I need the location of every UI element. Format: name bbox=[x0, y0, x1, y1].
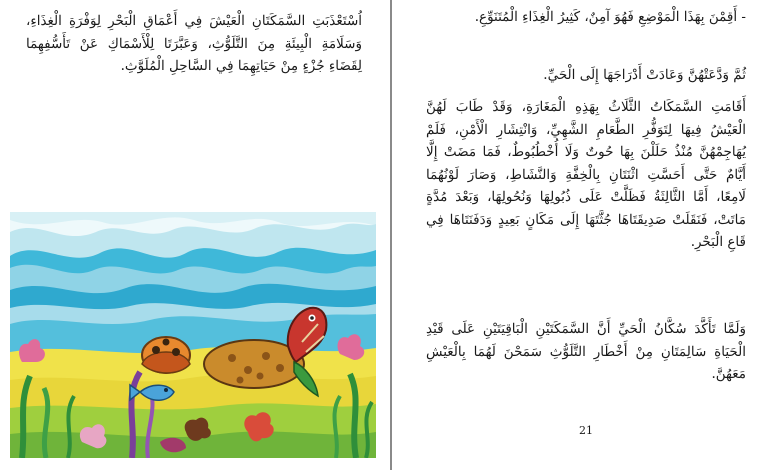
page-number: 21 bbox=[579, 424, 593, 437]
right-page bbox=[392, 0, 780, 470]
left-page-paragraph: اُسْتَعْذَبَتِ السَّمَكَتَانِ الْعَيْشَ فِي أَعْمَاقِ الْبَحْرِ لِوَفْرَةِ الْغِذَاءِ، وَسَلَامَةِ الْبِيئَةِ مِنَ التَّلَوُّثِ، وَعَبَّرَتَا لِلْأَسْمَاكِ عَنْ تَأَسُّفِهِمَا لِقَضَاءِ جُزْءٍ مِنْ حَيَاتِهِمَا فِي السَّاحِلِ الْمُلَوَّثِ. bbox=[26, 13, 362, 74]
right-paragraph-2: ثُمَّ وَدَّعَتْهُنَّ وَعَادَتْ أَدْرَاجَهَا إِلَى الْحَيِّ. bbox=[543, 67, 746, 83]
right-paragraph-3: أَقَامَتِ السَّمَكَاتُ الثَّلَاثُ بِهَذِهِ الْمَغَارَةِ، وَقَدْ طَابَ لَهُنَّ الْعَيْشُ فِيهَا لِتَوَفُّرِ الطَّعَامِ الشَّهِيِّ، وَانْتِشَارِ الْأَمْنِ، فَلَمْ يُهَاجِمْهُنَّ مُنْذُ حَلَلْنَ بِهَا حُوتٌ وَلَا أُخْطُبُوطٌ، فَمَا مَضَتْ إِلَّا أَيَّامٌ حَتَّى أَحَسَّتِ اثْنَتَانِ بِالْخِفَّةِ وَالنَّشَاطِ، وَصَارَ لَوْنُهُمَا لَامِعًا، أَمَّا الثَّالِثَةُ فَظَلَّتْ عَلَى ذُبُولِهَا وَنُحُولِهَا، وَبَعْدَ مُدَّةٍ مَاتَتْ، فَنَقَلَتْ صَدِيقَتَاهَا جُثَّتَهَا إِلَى مَكَانٍ بَعِيدٍ وَدَفَنَتَاهَا فِي قَاعِ الْبَحْرِ. bbox=[426, 99, 746, 250]
right-paragraph-4: وَلَمَّا تَأَكَّدَ سُكَّانُ الْحَيِّ أَنَّ السَّمَكَتَيْنِ الْبَاقِيَتَيْنِ عَلَى قَيْدِ الْحَيَاةِ سَالِمَتَانِ مِنْ أَخْطَارِ التَّلَوُّثِ سَمَحْنَ لَهُمَا بِالْعَيْشِ مَعَهُنَّ. bbox=[426, 321, 746, 382]
right-paragraph-1: - أَقِمْنَ بِهَذَا الْمَوْضِعِ فَهُوَ آمِنٌ، كَثِيرُ الْغِذَاءِ الْمُتَنَوِّعِ. bbox=[474, 9, 746, 25]
underwater-illustration bbox=[10, 212, 376, 458]
